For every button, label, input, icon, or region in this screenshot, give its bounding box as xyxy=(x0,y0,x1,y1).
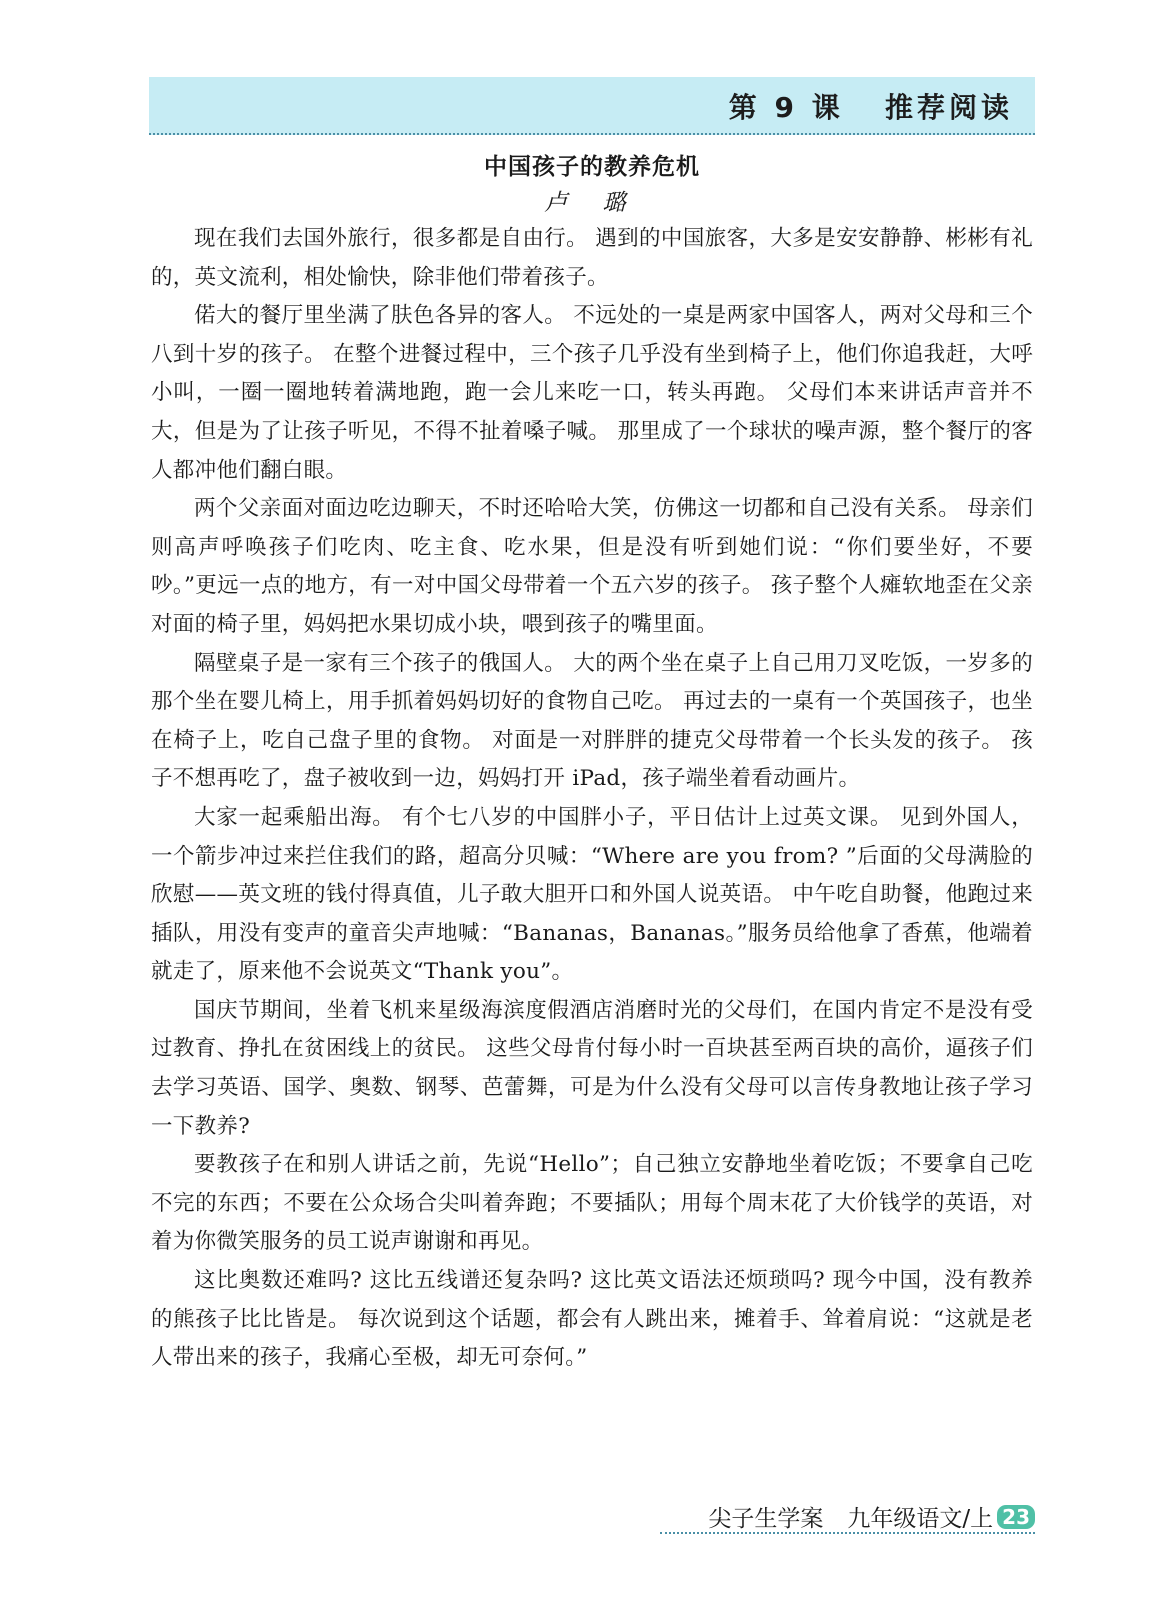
paragraph: 现在我们去国外旅行，很多都是自由行。 遇到的中国旅客，大多是安安静静、彬彬有礼的，英文流利，相处愉快，除非他们带着孩子。 xyxy=(151,226,1033,290)
paragraph: 两个父亲面对面边吃边聊天，不时还哈哈大笑，仿佛这一切都和自己没有关系。 母亲们则高声呼唤孩子们吃肉、吃主食、吃水果，但是没有听到她们说：“你们要坐好，不要吵。”更远一点的地方，有一对中国父母带着一个五六岁的孩子。 孩子整个人瘫软地歪在父亲对面的椅子里，妈妈把水果切成小块，喂到孩子的嘴里面。 xyxy=(151,496,1033,637)
article-title: 中国孩子的教养危机 xyxy=(484,154,700,180)
article-body xyxy=(151,220,1033,1378)
header-band xyxy=(149,77,1035,135)
article-author: 卢 璐 xyxy=(544,190,640,216)
paragraph: 大家一起乘船出海。 有个七八岁的中国胖小子，平日估计上过英文课。 见到外国人，一个箭步冲过来拦住我们的路，超高分贝喊：“Where are you from? ”后面的父母满脸的欣慰——英文班的钱付得真值，儿子敢大胆开口和外国人说英语。 中午吃自助餐，他跑过来插队，用没有变声的童音尖声地喊：“Bananas，Bananas。”服务员给他拿了香蕉，他端着就走了，原来他不会说英文“Thank you”。 xyxy=(151,804,1033,985)
paragraph: 国庆节期间，坐着飞机来星级海滨度假酒店消磨时光的父母们，在国内肯定不是没有受过教育、挣扎在贫困线上的贫民。 这些父母肯付每小时一百块甚至两百块的高价，逼孩子们去学习英语、国学、奥数、钢琴、芭蕾舞，可是为什么没有父母可以言传身教地让孩子学习一下教养? xyxy=(151,997,1033,1139)
page-footer xyxy=(708,1500,1035,1533)
grade-label: 九年级语文/上 xyxy=(847,1506,994,1532)
page-number-badge: 23 xyxy=(997,1505,1035,1529)
paragraph: 要教孩子在和别人讲话之前，先说“Hello”；自己独立安静地坐着吃饭；不要拿自己吃不完的东西；不要在公众场合尖叫着奔跑；不要插队；用每个周末花了大价钱学的英语，对着为你微笑服务的员工说声谢谢和再见。 xyxy=(151,1152,1033,1255)
book-title: 尖子生学案 xyxy=(708,1506,824,1532)
paragraph: 隔壁桌子是一家有三个孩子的俄国人。 大的两个坐在桌子上自己用刀叉吃饭，一岁多的那个坐在婴儿椅上，用手抓着妈妈切好的食物自己吃。 再过去的一桌有一个英国孩子，也坐在椅子上，吃自己盘子里的食物。 对面是一对胖胖的捷克父母带着一个长头发的孩子。 孩子不想再吃了，盘子被收到一边，妈妈打开 iPad，孩子端坐着看动画片。 xyxy=(151,650,1033,792)
paragraph: 偌大的餐厅里坐满了肤色各异的客人。 不远处的一桌是两家中国客人，两对父母和三个八到十岁的孩子。 在整个进餐过程中，三个孩子几乎没有坐到椅子上，他们你追我赶，大呼小叫，一圈一圈地转着满地跑，跑一会儿来吃一口，转头再跑。 父母们本来讲话声音并不大，但是为了让孩子听见，不得不扯着嗓子喊。 那里成了一个球状的噪声源，整个餐厅的客人都冲他们翻白眼。 xyxy=(151,303,1033,483)
lesson-number: 第 9 课 xyxy=(728,91,844,124)
header-title xyxy=(729,86,1013,126)
paragraph: 这比奥数还难吗? 这比五线谱还复杂吗? 这比英文语法还烦琐吗? 现今中国，没有教养的熊孩子比比皆是。 每次说到这个话题，都会有人跳出来，摊着手、耸着肩说：“这就是老人带出来的孩子，我痛心至极，却无可奈何。” xyxy=(151,1268,1033,1371)
footer-divider xyxy=(660,1532,1035,1534)
section-name: 推荐阅读 xyxy=(884,91,1013,124)
